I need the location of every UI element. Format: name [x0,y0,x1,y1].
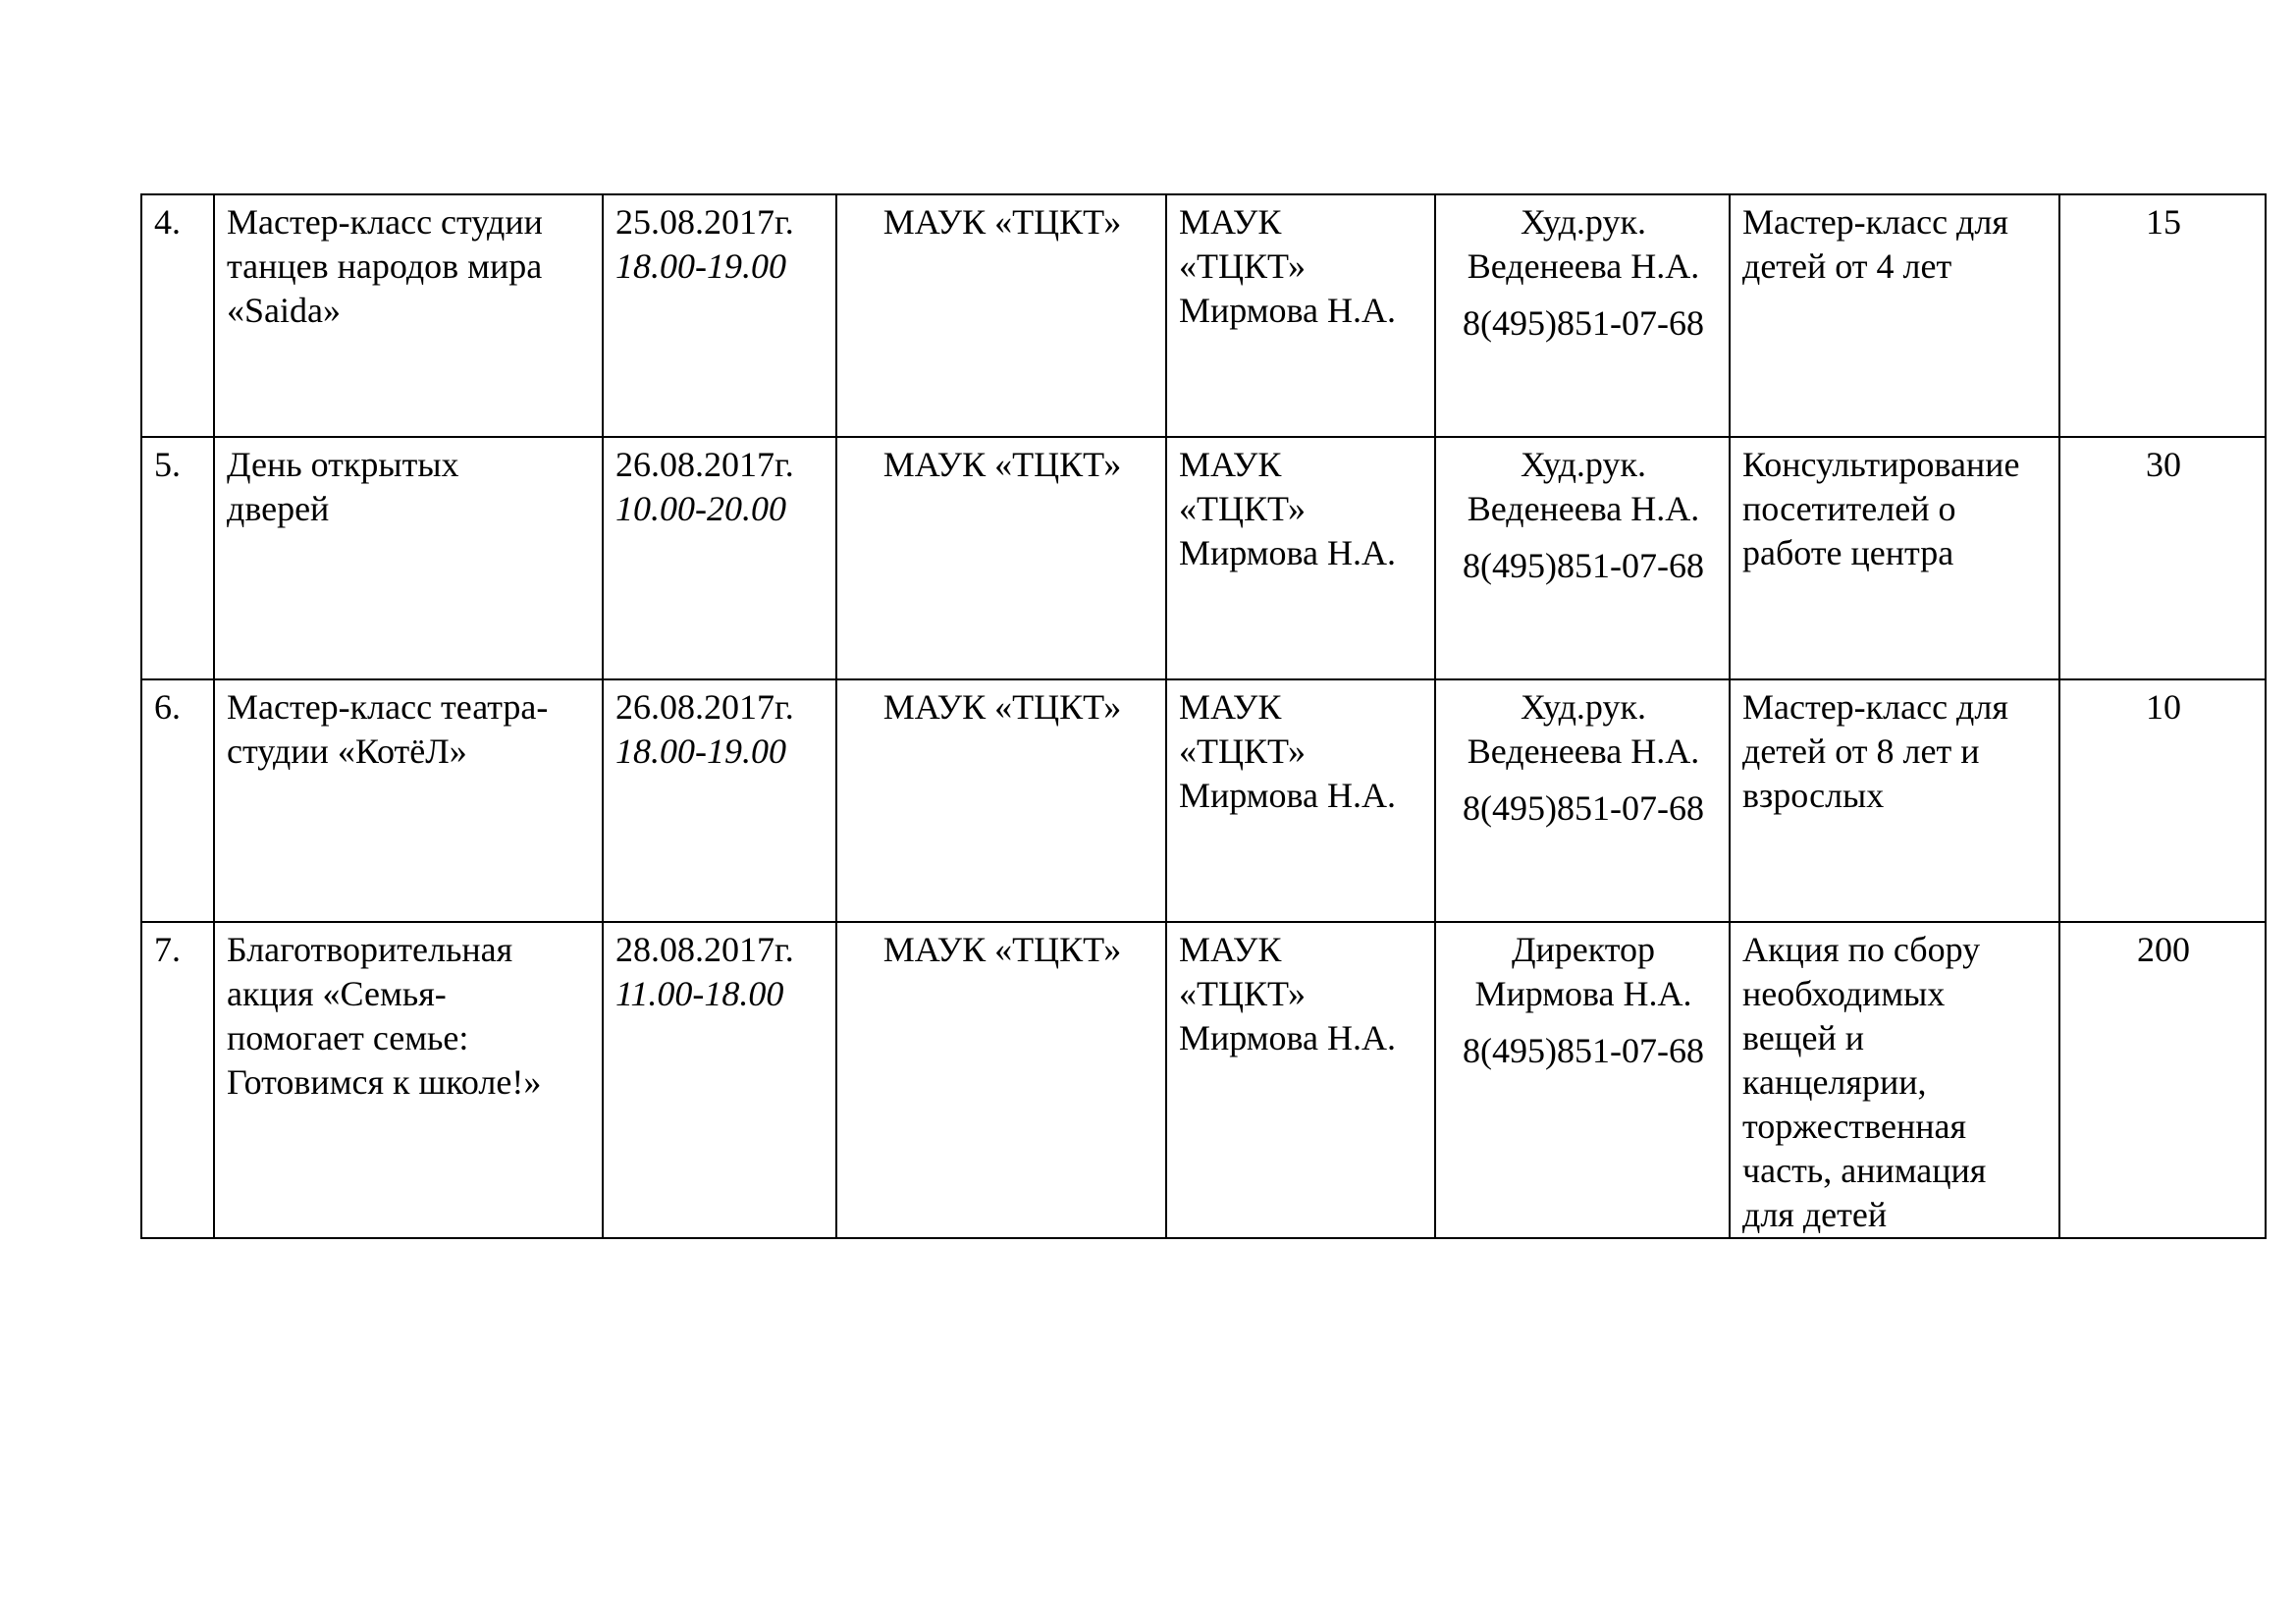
event-date: 26.08.2017г. [615,445,794,484]
event-organizer-line: Мирмова Н.А. [1179,776,1397,815]
event-responsible-line: Мирмова Н.А. [1474,974,1692,1013]
row-number: 4. [154,202,181,242]
event-name-cell [214,437,603,679]
event-description-line: детей от 8 лет и [1742,731,1980,771]
participant-count-cell [2059,922,2266,1238]
event-organizer-line: Мирмова Н.А. [1179,533,1397,572]
event-organizer-line: Мирмова Н.А. [1179,1018,1397,1057]
event-time: 18.00-19.00 [615,731,786,771]
event-responsible-line: Директор [1511,930,1656,969]
event-organizer-cell [1166,437,1435,679]
event-name-line: акция «Семья- [227,974,447,1013]
event-date: 26.08.2017г. [615,687,794,727]
event-responsible-line: Веденеева Н.А. [1467,731,1700,771]
event-description-cell [1730,922,2059,1238]
event-organizer-cell [1166,679,1435,922]
event-date: 25.08.2017г. [615,202,794,242]
event-description-line: Мастер-класс для [1742,202,2008,242]
event-name-line: дверей [227,489,330,528]
event-venue-cell [836,679,1166,922]
row-number: 5. [154,445,181,484]
event-description-line: торжественная [1742,1107,1967,1146]
event-name-cell [214,922,603,1238]
event-organizer-cell [1166,194,1435,437]
event-description-line: часть, анимация [1742,1151,1987,1190]
event-venue: МАУК «ТЦКТ» [882,687,1122,727]
participant-count: 200 [2137,930,2190,969]
event-responsible-line: Худ.рук. [1521,445,1646,484]
event-organizer-cell [1166,922,1435,1238]
event-description-line: канцелярии, [1742,1062,1927,1102]
event-organizer-line: «ТЦКТ» [1179,974,1307,1013]
participant-count-cell [2059,194,2266,437]
event-organizer-line: «ТЦКТ» [1179,489,1307,528]
participant-count-cell [2059,437,2266,679]
event-venue-cell [836,437,1166,679]
event-phone: 8(495)851-07-68 [1463,303,1704,343]
event-venue: МАУК «ТЦКТ» [882,202,1122,242]
event-venue-cell [836,194,1166,437]
events-table [140,193,2267,1239]
event-description-line: вещей и [1742,1018,1864,1057]
row-number-cell [141,679,214,922]
event-phone: 8(495)851-07-68 [1463,788,1704,828]
row-number: 6. [154,687,181,727]
event-name-line: День открытых [227,445,459,484]
event-name-line: Благотворительная [227,930,513,969]
event-name-line: Мастер-класс студии [227,202,543,242]
event-name-line: Мастер-класс театра- [227,687,549,727]
participant-count: 15 [2146,202,2181,242]
row-number-cell [141,922,214,1238]
event-organizer-line: МАУК [1179,687,1282,727]
event-organizer-line: МАУК [1179,930,1282,969]
event-name-line: «Saida» [227,291,341,330]
event-description-line: посетителей о [1742,489,1956,528]
event-venue-cell [836,922,1166,1238]
event-responsible-cell [1435,679,1730,922]
event-responsible-line: Веденеева Н.А. [1467,489,1700,528]
event-description-line: Акция по сбору [1742,930,1981,969]
event-responsible-cell [1435,194,1730,437]
event-name-line: студии «КотёЛ» [227,731,467,771]
event-time: 18.00-19.00 [615,246,786,286]
event-name-line: Готовимся к школе!» [227,1062,542,1102]
table-row [141,194,2266,437]
event-description-line: взрослых [1742,776,1885,815]
event-responsible-line: Худ.рук. [1521,202,1646,242]
event-phone: 8(495)851-07-68 [1463,1031,1704,1070]
event-description-line: необходимых [1742,974,1946,1013]
event-date-cell [603,194,836,437]
table-row [141,437,2266,679]
event-phone: 8(495)851-07-68 [1463,546,1704,585]
event-description-line: для детей [1742,1195,1888,1234]
event-date-cell [603,679,836,922]
event-organizer-line: Мирмова Н.А. [1179,291,1397,330]
event-date-cell [603,437,836,679]
event-organizer-line: «ТЦКТ» [1179,246,1307,286]
event-name-cell [214,194,603,437]
event-name-cell [214,679,603,922]
event-time: 11.00-18.00 [615,974,784,1013]
event-description-line: Мастер-класс для [1742,687,2008,727]
event-organizer-line: «ТЦКТ» [1179,731,1307,771]
event-responsible-line: Худ.рук. [1521,687,1646,727]
events-table-body [141,194,2266,1238]
table-row [141,922,2266,1238]
event-responsible-cell [1435,437,1730,679]
participant-count: 30 [2146,445,2181,484]
event-organizer-line: МАУК [1179,445,1282,484]
event-description-cell [1730,194,2059,437]
event-date: 28.08.2017г. [615,930,794,969]
row-number: 7. [154,930,181,969]
event-description-cell [1730,437,2059,679]
event-name-line: танцев народов мира [227,246,543,286]
participant-count-cell [2059,679,2266,922]
event-venue: МАУК «ТЦКТ» [882,930,1122,969]
event-description-line: Консультирование [1742,445,2020,484]
event-description-line: детей от 4 лет [1742,246,1952,286]
event-responsible-cell [1435,922,1730,1238]
event-description-cell [1730,679,2059,922]
event-responsible-line: Веденеева Н.А. [1467,246,1700,286]
table-row [141,679,2266,922]
event-date-cell [603,922,836,1238]
event-venue: МАУК «ТЦКТ» [882,445,1122,484]
event-name-line: помогает семье: [227,1018,469,1057]
event-time: 10.00-20.00 [615,489,786,528]
row-number-cell [141,194,214,437]
event-description-line: работе центра [1742,533,1954,572]
event-organizer-line: МАУК [1179,202,1282,242]
row-number-cell [141,437,214,679]
participant-count: 10 [2146,687,2181,727]
